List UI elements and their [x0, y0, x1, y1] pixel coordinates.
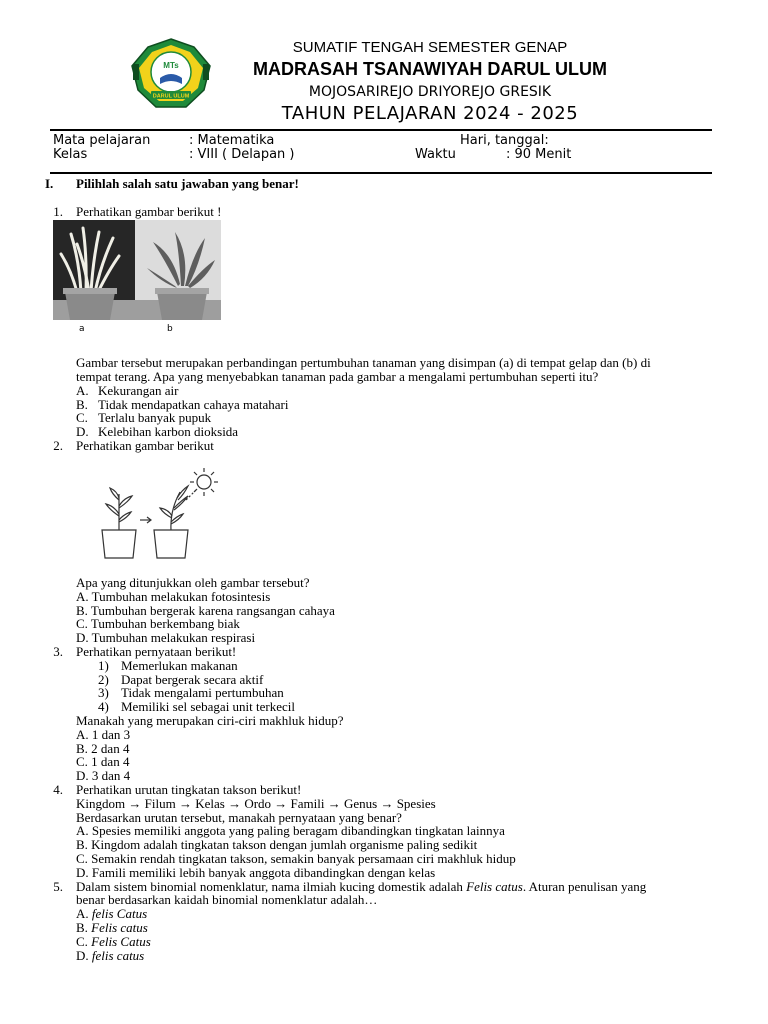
school-address: MOJOSARIREJO DRIYOREJO GRESIK	[308, 84, 552, 100]
q4-option: B. Kingdom adalah tingkatan takson dengan jumlah organisme paling sedikit	[76, 837, 478, 852]
taxon-arrow: →	[178, 796, 192, 811]
taxon-arrow: →	[274, 796, 288, 811]
q1-option-letter: D.	[76, 424, 89, 439]
q2-number: 2.	[53, 438, 63, 453]
q3-option: C. 1 dan 4	[76, 754, 130, 769]
q5-option-text: felis catus	[91, 948, 145, 963]
q3-statement-text: Tidak mengalami pertumbuhan	[121, 685, 284, 700]
class-value: : VIII ( Delapan )	[189, 147, 295, 162]
logo-text: MTs	[163, 61, 179, 70]
q1-text-line2: tempat terang. Apa yang menyebabkan tanaman pada gambar a mengalami pertumbuhan seperti itu?	[76, 369, 599, 384]
q2-phototropism-image	[96, 464, 222, 562]
q5-option	[76, 921, 148, 935]
q5-option	[76, 949, 144, 963]
q3-statement-text: Dapat bergerak secara aktif	[121, 672, 264, 687]
q2-option: D. Tumbuhan melakukan respirasi	[76, 630, 256, 645]
q4-option: C. Semakin rendah tingkatan takson, semakin banyak persamaan ciri makhluk hidup	[76, 851, 516, 866]
q3-number: 3.	[53, 644, 63, 659]
taxon-arrow: →	[327, 796, 341, 811]
q5-option	[76, 907, 147, 921]
q5-text-part: . Aturan penulisan yang	[522, 879, 647, 894]
section-number: I.	[45, 176, 54, 191]
taxon-famili: Famili	[290, 796, 325, 811]
q4-option: A. Spesies memiliki anggota yang paling beragam dibandingkan tingkatan lainnya	[76, 823, 505, 838]
school-logo	[130, 38, 212, 110]
q4-prompt: Perhatikan urutan tingkatan takson berikut!	[76, 782, 302, 797]
q3-statement-number: 2)	[98, 672, 109, 687]
q3-statement-number: 3)	[98, 685, 109, 700]
info-divider	[50, 172, 712, 174]
time-value: : 90 Menit	[506, 147, 572, 162]
q3-option: A. 1 dan 3	[76, 727, 131, 742]
q1-image-label-a: a	[79, 324, 85, 334]
logo-banner-text: DARUL ULUM	[152, 93, 190, 100]
q1-text-line1: Gambar tersebut merupakan perbandingan pertumbuhan tanaman yang disimpan (a) di tempat gelap dan (b) di	[76, 355, 651, 370]
q5-number: 5.	[53, 879, 63, 894]
q1-number: 1.	[53, 204, 63, 219]
q1-option-text: Terlalu banyak pupuk	[98, 410, 212, 425]
q5-option-text: Felis Catus	[91, 934, 151, 949]
taxon-arrow: →	[380, 796, 394, 811]
q1-option-letter: A.	[76, 383, 89, 398]
taxon-genus: Genus	[343, 796, 378, 811]
q3-option: D. 3 dan 4	[76, 768, 131, 783]
time-label: Waktu	[415, 147, 456, 162]
q5-text-part: Dalam sistem binomial nomenklatur, nama ilmiah kucing domestik adalah	[76, 879, 467, 894]
q1-prompt: Perhatikan gambar berikut !	[76, 204, 222, 219]
q3-prompt: Perhatikan pernyataan berikut!	[76, 644, 237, 659]
section-instruction: Pilihlah salah satu jawaban yang benar!	[76, 176, 299, 191]
q3-statement-number: 4)	[98, 699, 109, 714]
taxon-arrow: →	[228, 796, 242, 811]
q2-option: A. Tumbuhan melakukan fotosintesis	[76, 589, 271, 604]
q1-option-letter: B.	[76, 397, 88, 412]
taxon-filum: Filum	[144, 796, 176, 811]
academic-year: TAHUN PELAJARAN 2024 - 2025	[281, 103, 579, 124]
q5-option-letter: B.	[76, 920, 88, 935]
school-name: MADRASAH TSANAWIYAH DARUL ULUM	[253, 59, 607, 79]
q2-prompt: Perhatikan gambar berikut	[76, 438, 214, 453]
q5-option	[76, 935, 151, 949]
q2-option: B. Tumbuhan bergerak karena rangsangan cahaya	[76, 603, 335, 618]
q2-option: C. Tumbuhan berkembang biak	[76, 616, 240, 631]
day-date-label: Hari, tanggal:	[460, 133, 549, 148]
q3-statement-text: Memiliki sel sebagai unit terkecil	[121, 699, 296, 714]
subject-value: : Matematika	[189, 133, 275, 148]
taxon-arrow: →	[128, 796, 142, 811]
q2-question: Apa yang ditunjukkan oleh gambar tersebut?	[76, 575, 310, 590]
q4-option: D. Famili memiliki lebih banyak anggota dibandingkan dengan kelas	[76, 865, 436, 880]
q5-option-text: Felis catus	[91, 920, 148, 935]
q1-option-text: Tidak mendapatkan cahaya matahari	[98, 397, 289, 412]
q1-option-letter: C.	[76, 410, 88, 425]
q3-statement-text: Memerlukan makanan	[121, 658, 238, 673]
q5-option-text: felis Catus	[91, 906, 148, 921]
q5-text-line2: benar berdasarkan kaidah binomial nomenklatur adalah…	[76, 892, 378, 907]
q4-taxon-sequence	[76, 797, 436, 811]
q4-question: Berdasarkan urutan tersebut, manakah pernyataan yang benar?	[76, 810, 402, 825]
q5-option-letter: A.	[76, 906, 89, 921]
q3-statement-number: 1)	[98, 658, 109, 673]
taxon-spesies: Spesies	[396, 796, 436, 811]
q1-option-text: Kekurangan air	[98, 383, 179, 398]
q5-option-letter: C.	[76, 934, 88, 949]
subject-label: Mata pelajaran	[53, 133, 151, 148]
q3-option: B. 2 dan 4	[76, 741, 130, 756]
class-label: Kelas	[53, 147, 88, 162]
taxon-kelas: Kelas	[195, 796, 225, 811]
header-divider	[50, 129, 712, 131]
exam-title: SUMATIF TENGAH SEMESTER GENAP	[292, 39, 568, 56]
taxon-ordo: Ordo	[244, 796, 272, 811]
taxon-kingdom: Kingdom	[76, 796, 126, 811]
q1-image-label-b: b	[167, 324, 173, 334]
q1-option-text: Kelebihan karbon dioksida	[98, 424, 239, 439]
q3-question: Manakah yang merupakan ciri-ciri makhluk hidup?	[76, 713, 344, 728]
q5-option-letter: D.	[76, 948, 89, 963]
q5-species-name: Felis catus	[466, 879, 523, 894]
q1-plant-image	[53, 220, 221, 328]
q4-number: 4.	[53, 782, 63, 797]
